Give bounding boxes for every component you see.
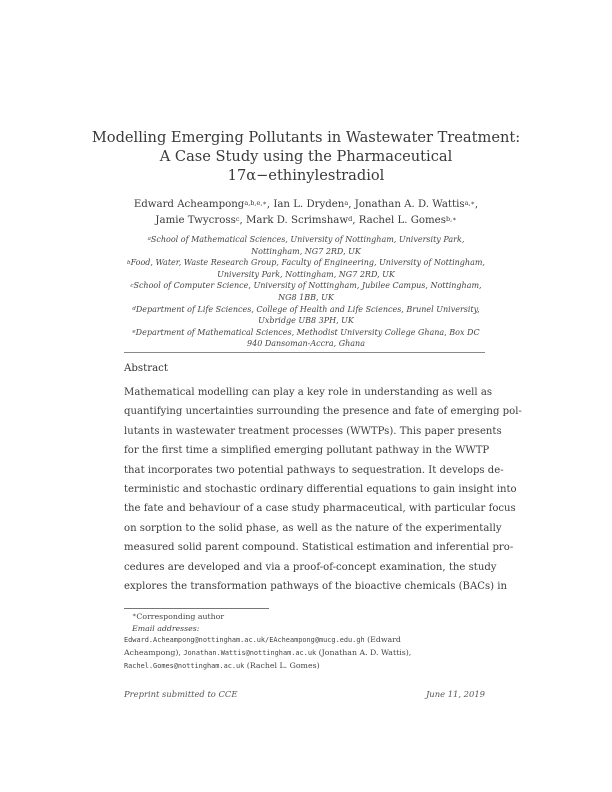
affiliation-text: Nottingham, NG7 2RD, UK [251, 246, 361, 256]
affiliation-line [118, 234, 494, 246]
email-owner: (Edward [364, 635, 401, 645]
author-name: Rachel L. Gomes [358, 215, 446, 226]
author-marks: a,b,e,∗ [244, 199, 267, 208]
corresponding-mark: ∗ [132, 611, 137, 620]
affiliation-text: Department of Life Sciences, College of Health and Life Sciences, Brunel University, [135, 304, 480, 314]
author-marks: a,∗ [464, 199, 475, 208]
abstract-heading: Abstract [124, 363, 168, 374]
author-line: Jamie Twycross$^c$, Mark D. Scrimshaw$^d$, Rachel L. Gomes$^{b,∗}$ [155, 215, 457, 226]
author-marks: d [348, 215, 353, 224]
affiliation-line [118, 327, 494, 339]
affiliation-text: NG8 1BB, UK [278, 292, 334, 302]
preprint-note: Preprint submitted to CCE [124, 689, 238, 699]
affiliation-mark: e [132, 329, 136, 336]
email-link[interactable]: Edward.Acheampong@nottingham.ac.uk/EAcheampong@mucg.edu.gh [124, 636, 365, 645]
affiliation-list [118, 234, 494, 350]
affiliation-text: 940 Dansoman-Accra, Ghana [247, 339, 365, 349]
email-owner: Acheampong), [124, 648, 184, 658]
author-name: Edward Acheampong [133, 199, 245, 210]
footnote [124, 611, 485, 673]
abstract-line: terministic and stochastic ordinary differential equations to gain insight into [124, 483, 517, 495]
author-marks: a [344, 199, 349, 208]
affiliation-line [118, 246, 494, 258]
email-link[interactable]: Rachel.Gomes@nottingham.ac.uk [124, 661, 245, 670]
author-name: Jonathan A. D. Wattis [354, 199, 465, 210]
email-line [124, 660, 485, 673]
footnote-rule [124, 608, 269, 609]
footer-date: June 11, 2019 [425, 689, 485, 699]
title-line: 17α−ethinylestradiol [227, 167, 385, 184]
affiliation-line [118, 304, 494, 316]
abstract-line: cedures are developed and via a proof-of-concept examination, the study [124, 561, 497, 573]
email-owner: (Rachel L. Gomes) [244, 660, 320, 670]
affiliation-line [118, 292, 494, 304]
title-line: A Case Study using the Pharmaceutical [159, 148, 453, 165]
corresponding-note [124, 611, 485, 623]
author-marks: c [235, 215, 240, 224]
affiliation-line [118, 315, 494, 327]
abstract-top-rule [124, 352, 485, 353]
affiliation-line [118, 269, 494, 281]
abstract-line: the fate and behaviour of a case study pharmaceutical, with particular focus [124, 503, 516, 515]
affiliation-text: University Park, Nottingham, NG7 2RD, UK [217, 269, 395, 279]
affiliation-line [118, 257, 494, 269]
abstract-line: for the first time a simplified emerging pollutant pathway in the WWTP [124, 445, 490, 457]
abstract-line: measured solid parent compound. Statistical estimation and inferential pro- [124, 542, 514, 554]
corresponding-text: Corresponding author [136, 612, 225, 621]
affiliation-mark: a [147, 236, 151, 243]
email-link[interactable]: Jonathan.Wattis@nottingham.ac.uk [183, 649, 317, 658]
abstract-body [124, 383, 522, 596]
affiliation-mark: d [132, 305, 136, 312]
abstract-line: on sorption to the solid phase, as well as the nature of the experimentally [124, 522, 502, 534]
abstract-line: lutants in wastewater treatment processes (WWTPs). This paper presents [124, 425, 502, 437]
abstract-line: Mathematical modelling can play a key role in understanding as well as [124, 387, 493, 398]
paper-title [90, 128, 522, 185]
author-name: Jamie Twycross [155, 215, 236, 226]
email-line [124, 634, 485, 647]
author-name: Ian L. Dryden [273, 199, 345, 210]
abstract-line: quantifying uncertainties surrounding the presence and fate of emerging pol- [124, 406, 522, 418]
email-line [124, 647, 485, 660]
affiliation-text: Food, Water, Waste Research Group, Faculty of Engineering, University of Nottingham, [130, 258, 485, 268]
author-marks: b,∗ [445, 215, 457, 224]
affiliation-text: School of Mathematical Sciences, University of Nottingham, University Park, [150, 235, 465, 244]
author-name: Mark D. Scrimshaw [245, 215, 349, 226]
email-label: Email addresses: [132, 623, 200, 633]
affiliation-text: Department of Mathematical Sciences, Methodist University College Ghana, Box DC [135, 327, 480, 337]
affiliation-text: School of Computer Science, University of Nottingham, Jubilee Campus, Nottingham, [133, 281, 482, 291]
author-list [90, 197, 522, 229]
email-owner: (Jonathan A. D. Wattis), [316, 648, 412, 658]
affiliation-mark: c [130, 282, 134, 289]
affiliation-text: Uxbridge UB8 3PH, UK [258, 316, 354, 326]
title-line: Modelling Emerging Pollutants in Wastewater Treatment: [91, 129, 521, 146]
abstract-line: that incorporates two potential pathways to sequestration. It develops de- [124, 464, 504, 476]
affiliation-mark: b [127, 259, 131, 266]
affiliation-line [118, 338, 494, 350]
affiliation-line [118, 280, 494, 292]
author-line: Edward Acheampong$^{a,b,e,∗}$, Ian L. Dryden$^a$, Jonathan A. D. Wattis$^{a,∗}$, [133, 199, 479, 210]
abstract-line: explores the transformation pathways of the bioactive chemicals (BACs) in [124, 580, 508, 592]
